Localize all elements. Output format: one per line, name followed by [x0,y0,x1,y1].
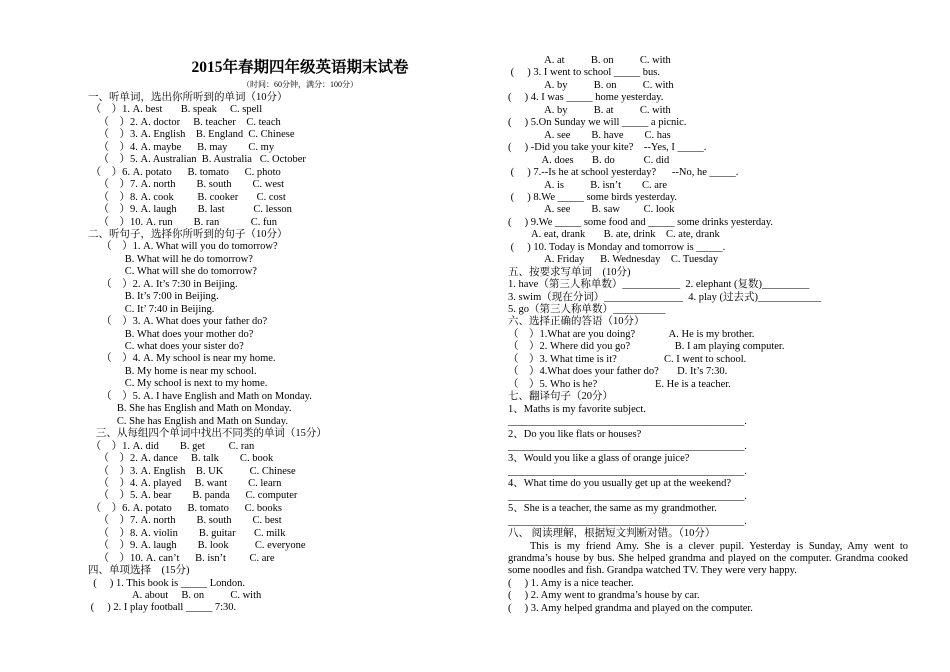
right-line: 六、选择正确的答语（10分） [508,316,645,328]
left-line: （ ）9. A. laugh B. look C. everyone [88,540,306,552]
right-line: 3. swim（现在分词）_______________ 4. play (过去式)____________ [508,291,821,303]
left-line: B. What will he do tomorrow? [88,253,253,265]
left-line: （ ）6. A. potato B. tomato C. photo [88,166,281,178]
left-line: C. what does your sister do? [88,341,244,352]
right-line: ( ) 5.On Sunday we will _____ a picnic. [508,117,687,129]
left-line: （ ）9. A. laugh B. last C. lesson [88,204,292,216]
left-line: B. It’s 7:00 in Beijing. [88,291,219,303]
left-line: B. My home is near my school. [88,365,257,377]
right-line: 5、She is a teacher, the same as my grandmother. [508,503,717,515]
left-line: （ ）3. A. English B. UK C. Chinese [88,465,296,477]
right-line: A. see B. saw C. look [508,204,675,216]
left-line: ( ) 1. This book is _____ London. [88,577,246,589]
right-line: ( ) 8.We _____ some birds yesterday. [508,191,678,203]
right-line: 3、Would you like a glass of orange juice? [508,453,690,465]
left-line: B. She has English and Math on Monday. [88,403,292,415]
right-line: 4、What time do you usually get up at the weekend? [508,478,732,490]
right-line: A. see B. have C. has [508,129,671,141]
left-line: （ ）4. A. My school is near my home. [88,353,276,365]
right-line: _____________________________________________. [508,440,747,452]
exam-subtitle: （时间：60分钟，满分：100分） [242,80,358,89]
left-line: （ ）5. A. bear B. panda C. computer [88,490,298,502]
left-line: A. about B. on C. with [88,590,262,601]
right-line: （ ）5. Who is he? E. He is a teacher. [508,378,731,390]
left-line: （ ）7. A. north B. south C. west [88,179,285,191]
right-line: ( ) 4. I was _____ home yesterday. [508,92,664,104]
left-line: 一、听单词，选出你所听到的单词（10分） [88,92,288,103]
right-line: A. does B. do C. did [508,154,670,166]
left-line: （ ）7. A. north B. south C. best [88,515,282,527]
right-line: _____________________________________________. [508,515,747,527]
right-line: _____________________________________________. [508,416,747,428]
reading-question: ( ) 2. Amy went to grandma’s house by car. [508,590,700,602]
left-line: （ ）1. A. best B. speak C. spell [88,104,263,116]
right-line: A. at B. on C. with [508,55,671,66]
right-line: 七、翻译句子（20分） [508,391,613,403]
left-line: （ ）2. A. dance B. talk C. book [88,453,274,465]
left-line: （ ）1. A. What will you do tomorrow? [88,241,278,253]
right-line: _____________________________________________. [508,490,747,502]
left-line: （ ）4. A. played B. want C. learn [88,477,282,489]
right-line: 1、Maths is my favorite subject. [508,403,646,415]
left-line: 二、听句子，选择你所听到的句子（10分） [88,228,288,240]
right-line: A. is B. isn’t C. are [508,179,668,191]
right-line: 2、Do you like flats or houses? [508,428,642,440]
left-line: （ ）5. A. I have English and Math on Monday. [88,390,312,402]
left-line: （ ）3. A. What does your father do? [88,316,268,328]
left-line: （ ）1. A. did B. get C. ran [88,440,255,452]
left-line: （ ）5. A. Australian B. Australia C. October [88,154,306,166]
left-line: （ ）8. A. violin B. guitar C. milk [88,527,286,539]
right-line: A. Friday B. Wednesday C. Tuesday [508,254,719,266]
exam-title: 2015年春期四年级英语期末试卷 [191,59,409,76]
right-line: 八、 阅读理解，根据短文判断对错。（10分） [508,528,716,540]
reading-question: ( ) 3. Amy helped grandma and played on the computer. [508,602,753,614]
left-line: C. It’ 7:40 in Beijing. [88,303,215,315]
right-line: ( ) 10. Today is Monday and tomorrow is _____. [508,241,726,253]
right-line: A. by B. on C. with [508,79,674,91]
right-line: （ ）3. What time is it? C. I went to school. [508,353,747,365]
left-line: 三、从每组四个单词中找出不同类的单词（15分） [88,428,327,440]
right-line: ( ) 3. I went to school _____ bus. [508,67,660,79]
right-line: _____________________________________________. [508,465,747,477]
left-line: （ ）3. A. English B. England C. Chinese [88,129,295,141]
left-line: 四、单项选择 (15分) [88,565,190,577]
right-line: ( ) 7.--Is he at school yesterday? --No, he _____. [508,167,739,179]
left-line: （ ）2. A. doctor B. teacher C. teach [88,116,281,128]
right-line: ( ) 9.We _____ some food and _____ some drinks yesterday. [508,216,774,228]
left-line: （ ）4. A. maybe B. may C. my [88,141,275,153]
left-line: （ ）8. A. cook B. cooker C. cost [88,191,286,203]
right-line: 五、按要求写单词 (10分) [508,266,631,278]
left-line: C. My school is next to my home. [88,378,268,390]
left-line: C. What will she do tomorrow? [88,266,257,278]
left-line: ( ) 2. I play football _____ 7:30. [88,602,237,614]
right-line: （ ）1.What are you doing? A. He is my brother. [508,328,755,340]
right-line: A. eat, drank B. ate, drink C. ate, drank [508,229,720,241]
left-line: B. What does your mother do? [88,328,254,340]
right-line: 5. go（第三人称单数）__________ [508,304,666,315]
right-line: 1. have（第三人称单数）___________ 2. elephant (复数)_________ [508,279,810,291]
right-line: （ ）2. Where did you go? B. I am playing computer. [508,341,785,353]
left-line: （ ）6. A. potato B. tomato C. books [88,502,282,514]
left-line: （ ）10. A. run B. ran C. fun [88,216,277,228]
reading-passage: This is my friend Amy. She is a clever pupil. Yesterday is Sunday, Amy went to grandma’s house by bus. She helped grandma and played on the computer. Grandma cooked some noodles and fish. Grandpa watched TV. They were very happy. [508,540,908,577]
left-line: C. She has English and Math on Sunday. [88,415,288,427]
right-line: （ ）4.What does your father do? D. It’s 7:30. [508,366,728,378]
right-line: ( ) -Did you take your kite? --Yes, I _____. [508,142,707,154]
left-line: （ ）2. A. It’s 7:30 in Beijing. [88,278,238,290]
right-line: A. by B. at C. with [508,104,671,116]
reading-question: ( ) 1. Amy is a nice teacher. [508,577,634,589]
left-line: （ ）10. A. can’t B. isn’t C. are [88,552,275,564]
